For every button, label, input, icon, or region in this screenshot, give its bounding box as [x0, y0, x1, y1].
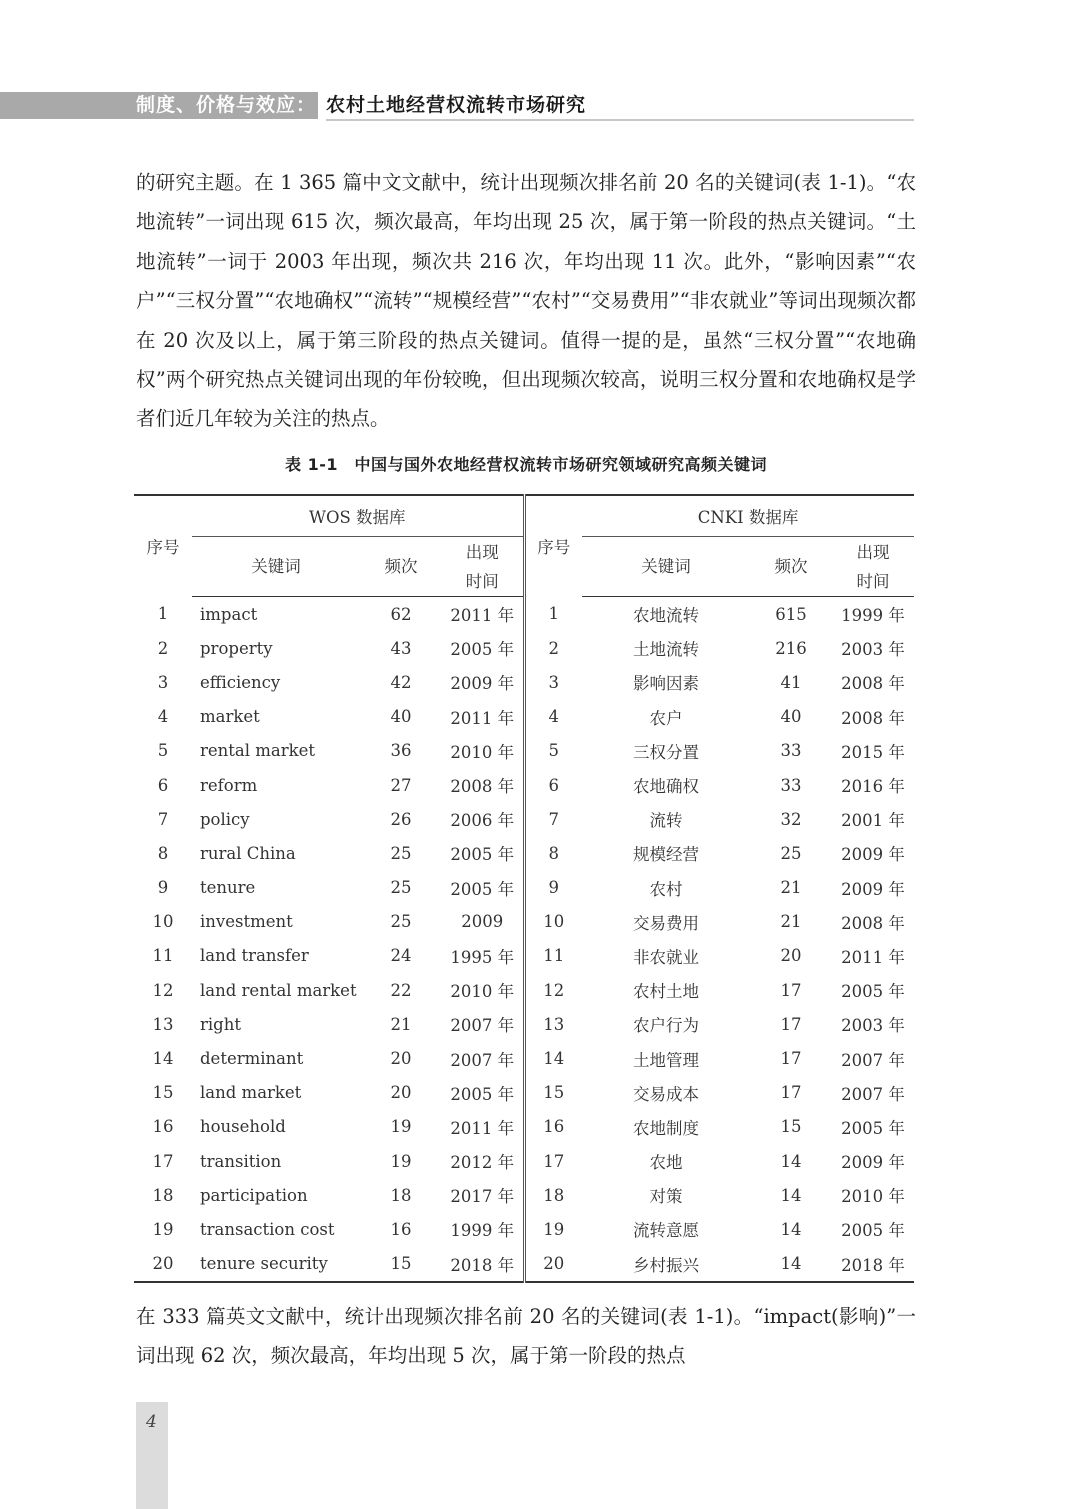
wos-keyword-cell: participation	[200, 1185, 308, 1205]
cnki-freq-cell: 20	[780, 946, 802, 966]
body-paragraph-2	[136, 1297, 916, 1376]
wos-time-cell: 2009 年	[450, 674, 515, 694]
table-row	[134, 905, 914, 939]
cnki-freq-cell: 14	[780, 1185, 802, 1205]
wos-index-cell: 9	[157, 878, 169, 898]
cnki-keyword-cell: 农户行为	[633, 1016, 700, 1036]
table-row	[134, 700, 914, 734]
wos-keyword-cell: market	[200, 707, 260, 727]
cnki-time-cell: 2003 年	[841, 640, 905, 660]
cnki-keyword-cell: 非农就业	[633, 947, 700, 967]
wos-time-cell: 2011 年	[450, 708, 515, 728]
cnki-time-header	[832, 537, 914, 597]
wos-keyword-cell: policy	[200, 809, 250, 829]
wos-index-cell: 16	[152, 1117, 174, 1137]
cnki-freq-cell: 17	[780, 980, 802, 1000]
wos-freq-cell: 25	[390, 843, 412, 863]
wos-index-cell: 18	[152, 1185, 174, 1205]
wos-index-cell: 20	[134, 1247, 192, 1282]
cnki-index-header: 序号	[524, 495, 582, 597]
cnki-time-cell: 2005 年	[841, 982, 905, 1002]
cnki-freq-cell: 216	[775, 638, 807, 658]
wos-keyword-cell: transition	[200, 1151, 282, 1171]
table-row	[134, 734, 914, 768]
cnki-keyword-cell: 对策	[649, 1187, 683, 1207]
wos-index-cell: 13	[152, 1014, 174, 1034]
cnki-freq-cell: 40	[780, 707, 802, 727]
table-row	[134, 1007, 914, 1041]
cnki-index-cell: 16	[524, 1110, 582, 1144]
cnki-db-header: CNKI 数据库	[582, 495, 914, 537]
cnki-time-cell: 2008 年	[841, 674, 905, 694]
wos-index-cell: 3	[157, 672, 169, 692]
wos-freq-cell: 42	[390, 672, 412, 692]
cnki-time-cell: 2009 年	[841, 879, 905, 899]
wos-keyword-cell: land market	[200, 1083, 302, 1103]
table-row	[134, 1041, 914, 1075]
cnki-keyword-cell: 乡村振兴	[582, 1247, 750, 1282]
cnki-time-header-text: 出现时间	[856, 542, 890, 591]
cnki-keyword-cell: 三权分置	[633, 742, 700, 762]
cnki-freq-cell: 21	[780, 878, 802, 898]
cnki-time-cell: 2003 年	[841, 1016, 905, 1036]
cnki-freq-cell: 21	[780, 912, 802, 932]
wos-db-header: WOS 数据库	[192, 495, 524, 537]
wos-time-cell: 1995 年	[450, 947, 515, 967]
wos-freq-header: 频次	[360, 537, 442, 597]
cnki-freq-cell: 14	[780, 1151, 802, 1171]
wos-time-cell: 2006 年	[450, 811, 515, 831]
table-row	[134, 1144, 914, 1178]
cnki-time-cell: 2008 年	[841, 913, 905, 933]
table-row	[134, 597, 914, 632]
wos-freq-cell: 43	[390, 638, 412, 658]
wos-index-cell: 4	[157, 707, 169, 727]
wos-keyword-cell: tenure	[200, 878, 256, 898]
wos-index-cell: 11	[152, 946, 174, 966]
cnki-index-cell: 14	[524, 1041, 582, 1075]
wos-freq-cell: 22	[390, 980, 412, 1000]
cnki-index-cell: 10	[524, 905, 582, 939]
cnki-index-cell: 19	[524, 1212, 582, 1246]
cnki-keyword-cell: 土地管理	[633, 1050, 700, 1070]
wos-time-cell: 2005 年	[450, 640, 515, 660]
wos-time-cell: 2010 年	[450, 742, 515, 762]
table-row	[134, 1076, 914, 1110]
cnki-freq-cell: 615	[775, 604, 807, 624]
wos-time-cell: 2018 年	[442, 1247, 524, 1282]
wos-time-cell: 2011 年	[450, 606, 515, 626]
wos-freq-cell: 18	[390, 1185, 412, 1205]
wos-keyword-cell: land rental market	[200, 980, 357, 1000]
cnki-keyword-cell: 规模经营	[633, 845, 700, 865]
cnki-keyword-cell: 交易成本	[633, 1084, 700, 1104]
wos-keyword-cell: impact	[200, 604, 258, 624]
wos-time-cell: 2005 年	[450, 879, 515, 899]
cnki-freq-cell: 14	[780, 1219, 802, 1239]
cnki-freq-header: 频次	[750, 537, 832, 597]
wos-time-cell: 2009	[461, 912, 504, 932]
wos-freq-cell: 16	[390, 1219, 412, 1239]
wos-freq-cell: 62	[390, 604, 412, 624]
keyword-table	[134, 494, 914, 1283]
cnki-time-cell: 2010 年	[841, 1187, 905, 1207]
cnki-index-cell: 3	[524, 665, 582, 699]
cnki-index-cell: 1	[524, 597, 582, 632]
cnki-freq-cell: 33	[780, 741, 802, 761]
wos-freq-cell: 15	[360, 1247, 442, 1282]
cnki-time-cell: 2005 年	[841, 1118, 905, 1138]
wos-index-cell: 14	[152, 1049, 174, 1069]
header-rule	[326, 119, 914, 121]
wos-index-cell: 19	[152, 1219, 174, 1239]
cnki-index-cell: 20	[524, 1247, 582, 1282]
wos-index-cell: 1	[157, 604, 169, 624]
cnki-keyword-cell: 农地制度	[633, 1118, 700, 1138]
wos-freq-cell: 27	[390, 775, 412, 795]
wos-time-cell: 2005 年	[450, 1084, 515, 1104]
cnki-time-cell: 2018 年	[832, 1247, 914, 1282]
table-row	[134, 802, 914, 836]
table-caption: 表 1-1 中国与国外农地经营权流转市场研究领域研究高频关键词	[285, 455, 767, 474]
cnki-time-cell: 2009 年	[841, 1153, 905, 1173]
wos-keyword-cell: investment	[200, 912, 293, 932]
cnki-index-cell: 12	[524, 973, 582, 1007]
wos-time-header	[442, 537, 524, 597]
cnki-keyword-cell: 流转意愿	[633, 1221, 700, 1241]
cnki-time-cell: 2016 年	[841, 777, 905, 797]
cnki-keyword-cell: 农村	[649, 879, 683, 899]
cnki-time-cell: 2011 年	[841, 947, 905, 967]
cnki-keyword-cell: 农户	[649, 708, 683, 728]
paragraph-text: 在 333 篇英文文献中，统计出现频次排名前 20 名的关键词(表 1-1)。“impact(影响)”一词出现 62 次，频次最高，年均出现 5 次，属于第一阶段的热点	[136, 1305, 916, 1368]
wos-time-cell: 2007 年	[450, 1050, 515, 1070]
cnki-keyword-header: 关键词	[582, 537, 750, 597]
wos-freq-cell: 20	[390, 1049, 412, 1069]
wos-keyword-cell: determinant	[200, 1049, 304, 1069]
wos-freq-cell: 20	[390, 1083, 412, 1103]
cnki-freq-cell: 33	[780, 775, 802, 795]
book-title: 农村土地经营权流转市场研究	[326, 94, 587, 116]
wos-freq-cell: 25	[390, 878, 412, 898]
cnki-keyword-cell: 农村土地	[633, 982, 700, 1002]
cnki-keyword-cell: 土地流转	[633, 640, 700, 660]
cnki-index-cell: 4	[524, 700, 582, 734]
wos-index-cell: 15	[152, 1083, 174, 1103]
paragraph-text: 的研究主题。在 1 365 篇中文文献中，统计出现频次排名前 20 名的关键词(表 1-1)。“农地流转”一词出现 615 次，频次最高，年均出现 25 次，属于第一阶段的热点关键词。“土地流转”一词于 2003 年出现，频次共 216 次，年均出现 11 次。此外，“影响因素”“农户”“三权分置”“农地确权”“流转”“规模经营”“农村”“交易费用”“非农就业”等词出现频次都在 20 次及以上，属于第三阶段的热点关键词。值得一提的是，虽然“三权分置”“农地确权”两个研究热点关键词出现的年份较晚，但出现频次较高，说明三权分置和农地确权是学者们近几年较为关注的热点。	[136, 171, 916, 431]
table-row	[134, 871, 914, 905]
wos-freq-cell: 40	[390, 707, 412, 727]
wos-freq-cell: 24	[390, 946, 412, 966]
table-row	[134, 973, 914, 1007]
wos-time-header-text: 出现时间	[465, 542, 499, 591]
cnki-keyword-cell: 农地流转	[633, 606, 700, 626]
series-title: 制度、价格与效应：	[136, 94, 317, 116]
table-row	[134, 1110, 914, 1144]
cnki-index-cell: 17	[524, 1144, 582, 1178]
cnki-freq-cell: 17	[780, 1049, 802, 1069]
wos-index-cell: 8	[157, 843, 169, 863]
cnki-freq-cell: 17	[780, 1083, 802, 1103]
wos-keyword-cell: tenure security	[192, 1247, 360, 1282]
page-number: 4	[146, 1412, 157, 1432]
wos-index-header: 序号	[134, 495, 192, 597]
wos-time-cell: 2010 年	[450, 982, 515, 1002]
cnki-keyword-cell: 农地确权	[633, 777, 700, 797]
cnki-time-cell: 2009 年	[841, 845, 905, 865]
wos-freq-cell: 21	[390, 1014, 412, 1034]
wos-keyword-cell: rural China	[200, 843, 296, 863]
cnki-index-cell: 8	[524, 836, 582, 870]
cnki-time-cell: 2007 年	[841, 1084, 905, 1104]
wos-time-cell: 2012 年	[450, 1153, 515, 1173]
table-row	[134, 836, 914, 870]
table-row	[134, 1212, 914, 1246]
wos-keyword-cell: property	[200, 638, 273, 658]
wos-freq-cell: 19	[390, 1117, 412, 1137]
cnki-time-cell: 2001 年	[841, 811, 905, 831]
cnki-index-cell: 9	[524, 871, 582, 905]
wos-keyword-cell: land transfer	[200, 946, 309, 966]
cnki-index-cell: 18	[524, 1178, 582, 1212]
wos-keyword-cell: right	[200, 1014, 241, 1034]
wos-freq-cell: 26	[390, 809, 412, 829]
wos-index-cell: 2	[157, 638, 169, 658]
wos-freq-cell: 25	[390, 912, 412, 932]
cnki-index-cell: 6	[524, 768, 582, 802]
wos-keyword-cell: rental market	[200, 741, 316, 761]
wos-time-cell: 2011 年	[450, 1118, 515, 1138]
wos-keyword-cell: efficiency	[200, 672, 281, 692]
cnki-index-cell: 2	[524, 631, 582, 665]
wos-time-cell: 1999 年	[450, 1221, 515, 1241]
cnki-keyword-cell: 流转	[649, 811, 683, 831]
table-row	[134, 768, 914, 802]
cnki-freq-cell: 14	[750, 1247, 832, 1282]
wos-index-cell: 12	[152, 980, 174, 1000]
cnki-freq-cell: 25	[780, 843, 802, 863]
table-row	[134, 939, 914, 973]
cnki-keyword-cell: 农地	[649, 1153, 683, 1173]
wos-time-cell: 2017 年	[450, 1187, 515, 1207]
table-row	[134, 1247, 914, 1282]
cnki-freq-cell: 32	[780, 809, 802, 829]
wos-time-cell: 2007 年	[450, 1016, 515, 1036]
cnki-freq-cell: 41	[780, 672, 802, 692]
cnki-time-cell: 1999 年	[841, 606, 905, 626]
cnki-time-cell: 2005 年	[841, 1221, 905, 1241]
wos-keyword-cell: transaction cost	[200, 1219, 335, 1239]
table-row	[134, 1178, 914, 1212]
cnki-time-cell: 2015 年	[841, 742, 905, 762]
wos-keyword-cell: reform	[200, 775, 258, 795]
cnki-time-cell: 2008 年	[841, 708, 905, 728]
wos-index-cell: 17	[152, 1151, 174, 1171]
cnki-index-cell: 7	[524, 802, 582, 836]
cnki-index-cell: 11	[524, 939, 582, 973]
cnki-freq-cell: 17	[780, 1014, 802, 1034]
cnki-index-cell: 13	[524, 1007, 582, 1041]
wos-keyword-header: 关键词	[192, 537, 360, 597]
cnki-freq-cell: 15	[780, 1117, 802, 1137]
wos-freq-cell: 36	[390, 741, 412, 761]
wos-index-cell: 10	[152, 912, 174, 932]
cnki-index-cell: 15	[524, 1076, 582, 1110]
body-paragraph-1	[136, 163, 916, 439]
wos-freq-cell: 19	[390, 1151, 412, 1171]
wos-time-cell: 2005 年	[450, 845, 515, 865]
wos-index-cell: 7	[157, 809, 169, 829]
table-row	[134, 631, 914, 665]
table-row	[134, 665, 914, 699]
cnki-keyword-cell: 交易费用	[633, 913, 700, 933]
cnki-index-cell: 5	[524, 734, 582, 768]
wos-index-cell: 6	[157, 775, 169, 795]
cnki-keyword-cell: 影响因素	[633, 674, 700, 694]
cnki-time-cell: 2007 年	[841, 1050, 905, 1070]
wos-time-cell: 2008 年	[450, 777, 515, 797]
wos-index-cell: 5	[157, 741, 169, 761]
wos-keyword-cell: household	[200, 1117, 286, 1137]
